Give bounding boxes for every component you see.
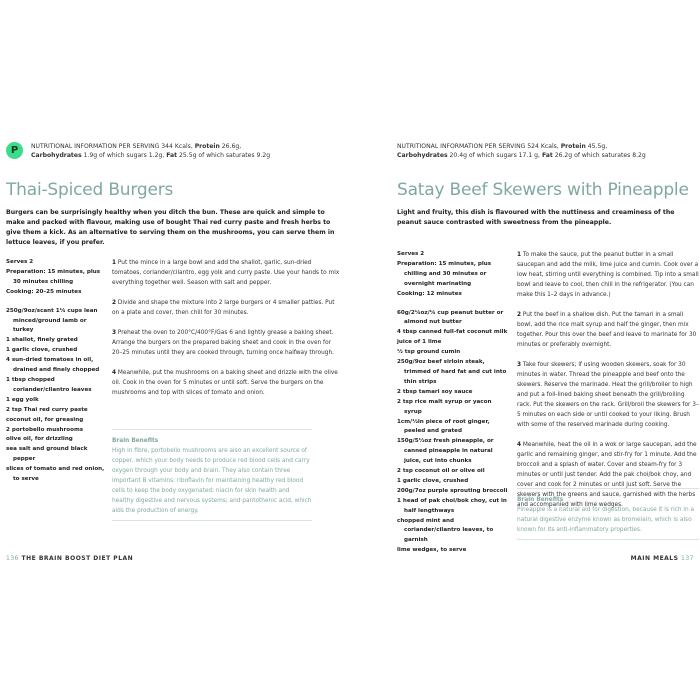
ingredient-item: lime wedges, to serve	[397, 547, 467, 554]
brain-benefits-box	[517, 488, 699, 540]
step-text: Meanwhile, put the mushrooms on a baking sheet and drizzle with the olive oil. Cook in the oven for 5 minutes or until soft. Serve the burgers on the mushrooms and top with slices of tomato and onion.	[112, 370, 338, 396]
carbs-value: 1.9g of which sugars 1.2g,	[81, 152, 167, 159]
nutrition-line-1	[31, 142, 270, 151]
method-step	[112, 298, 340, 318]
protein-value: 26.6g,	[219, 143, 242, 150]
prep-line: Preparation: 15 minutes, plus 30 minutes chilling	[6, 268, 101, 285]
ingredient-list	[397, 309, 509, 557]
cook-line: Cooking: 12 minutes	[397, 290, 462, 297]
page-number: 137	[681, 555, 694, 562]
page-footer	[631, 555, 694, 562]
nutrition-prefix: NUTRITIONAL INFORMATION PER SERVING 524 Kcals,	[397, 143, 561, 150]
method-step	[517, 310, 699, 350]
fat-label: Fat	[166, 152, 178, 159]
method-step	[517, 250, 699, 300]
ingredient-item: 150g/5½oz fresh pineapple, or canned pineapple in natural juice, cut into chunks	[397, 438, 494, 465]
nutrition-line-2	[31, 151, 270, 160]
ingredients-column	[397, 250, 509, 565]
recipe-title: Satay Beef Skewers with Pineapple	[397, 180, 689, 200]
ingredient-item: slices of tomato and red onion, to serve	[6, 466, 105, 483]
serves-line: Serves 2	[397, 251, 425, 257]
step-text: Preheat the oven to 200°C/400°F/Gas 6 and lightly grease a baking sheet. Arrange the burgers on the prepared baking sheet and cook in the oven for 20–25 minutes until they are cooked through, turning once halfway through.	[112, 330, 334, 356]
step-text: Meanwhile, heat the oil in a wok or large saucepan, add the garlic and remaining ginger, and stir-fry for 1 minute. Add the broccoli and a splash of water. Cover and steam-fry for 3 minutes or until just tender. Add the pak choi/bok choy, and cover and cook for 2 minutes or until just soft. Serve the skewers with the greens and sauce, garnished with the herbs and accompanied with lime wedges.	[517, 442, 697, 508]
ingredient-item: 250g/9oz beef sirloin steak, trimmed of hard fat and cut into thin strips	[397, 359, 507, 385]
ingredient-item: 4 sun-dried tomatoes in oil, drained and finely chopped	[6, 357, 100, 374]
method-column	[517, 250, 699, 520]
protein-value: 45.5g,	[585, 143, 608, 150]
serves-line: Serves 2	[6, 259, 34, 265]
serves-block	[6, 258, 108, 298]
ingredient-item: 2 tsp coconut oil or olive oil	[397, 468, 485, 475]
ingredient-item: 1 shallot, finely grated	[6, 337, 78, 344]
ingredient-item: 1 garlic clove, crushed	[6, 347, 78, 354]
fat-value: 26.2g of which saturates 8.2g	[552, 152, 646, 159]
nutrition-info	[31, 142, 270, 160]
brain-benefits-title: Brain Benefits	[517, 497, 564, 503]
nutrition-info	[397, 142, 646, 160]
ingredient-item: ½ tsp ground cumin	[397, 349, 461, 356]
ingredient-item: 2 tbsp tamari soy sauce	[397, 388, 473, 395]
ingredient-item: 60g/2¼oz/¼ cup peanut butter or almond nut butter	[397, 309, 504, 326]
step-number: 2	[517, 312, 522, 318]
ingredient-item: 4 tbsp canned full-fat coconut milk	[397, 329, 508, 336]
protein-label: Protein	[194, 143, 220, 150]
running-head: MAIN MEALS	[630, 555, 682, 562]
method-column	[112, 258, 340, 408]
ingredients-column	[6, 258, 108, 494]
page-number: 136	[6, 555, 19, 562]
badge-letter: P	[10, 145, 19, 156]
step-number: 3	[517, 362, 522, 368]
carbs-label: Carbohydrates	[397, 152, 448, 159]
step-number: 4	[112, 370, 117, 376]
method-step	[112, 258, 340, 288]
ingredient-item: olive oil, for drizzling	[6, 436, 73, 443]
recipe-intro: Light and fruity, this dish is flavoured with the nuttiness and creaminess of the peanut sauce contrasted with sweetness from the pineapple.	[397, 209, 675, 226]
ingredient-list	[6, 307, 108, 485]
ingredient-item: 1cm/½in piece of root ginger, peeled and grated	[397, 418, 490, 435]
brain-benefits-title: Brain Benefits	[112, 438, 159, 444]
step-text: Put the beef in a shallow dish. Put the tamari in a small bowl, add the rice malt syrup and half the ginger, then mix together. Pour this over the beef and leave to marinate for 30 minutes or preferably overnight.	[517, 312, 697, 348]
ingredient-item: chopped mint and coriander/cilantro leaves, to garnish	[397, 517, 494, 544]
step-text: Put the mince in a large bowl and add the shallot, garlic, sun-dried tomatoes, coriander/cilantro, egg yolk and curry paste. Use your hands to mix everything together well. Season with salt and pepper.	[112, 260, 340, 286]
nutrition-line-2	[397, 151, 646, 160]
brain-benefits-text: Pineapple is a natural aid for digestion, because it is rich in a natural digestive enzyme known as bromelain, which is also known for its anti-inflammatory properties.	[517, 507, 695, 533]
carbs-label: Carbohydrates	[31, 152, 82, 159]
step-text: To make the sauce, put the peanut butter in a small saucepan and add the milk, lime juice and cumin. Cook over a low heat, stirring until everything is combined. Tip into a small bowl and leave to cool, then chill in the refrigerator. (You can make this 1–2 days in advance.)	[517, 252, 699, 298]
nutrition-line-1	[397, 142, 646, 151]
paleo-badge-icon	[6, 142, 23, 159]
recipe-intro: Burgers can be surprisingly healthy when you ditch the bun. These are quick and simple to make and packed with flavour, making use of bought Thai red curry paste and fresh herbs to give them a kick. As an alternative to serving them on the mushrooms, you can serve them in lettuce leaves, if you prefer.	[6, 209, 335, 246]
brain-benefits-box	[112, 429, 312, 521]
ingredient-item: 200g/7oz purple sprouting broccoli	[397, 487, 508, 494]
ingredient-item: 2 tsp Thai red curry paste	[6, 406, 88, 413]
carbs-value: 20.4g of which sugars 17.1 g,	[447, 152, 542, 159]
right-page	[350, 0, 700, 700]
method-step	[517, 360, 699, 430]
method-step	[112, 328, 340, 358]
cook-line: Cooking: 20–25 minutes	[6, 288, 82, 295]
ingredient-item: 250g/9oz/scant 1¼ cups lean minced/ground lamb or turkey	[6, 307, 98, 334]
ingredient-item: 2 portobello mushrooms	[6, 426, 84, 433]
ingredient-item: juice of 1 lime	[397, 339, 442, 346]
step-number: 2	[112, 300, 117, 306]
ingredient-item: 1 garlic clove, crushed	[397, 477, 469, 484]
step-number: 1	[112, 260, 117, 266]
method-step	[112, 368, 340, 398]
recipe-title: Thai-Spiced Burgers	[6, 180, 174, 200]
page-footer	[6, 555, 133, 562]
protein-label: Protein	[560, 143, 586, 150]
ingredient-item: 1 egg yolk	[6, 396, 39, 403]
ingredient-item: 1 head of pak choi/bok choy, cut in half lengthways	[397, 497, 507, 514]
nutrition-prefix: NUTRITIONAL INFORMATION PER SERVING 344 Kcals,	[31, 143, 195, 150]
step-text: Take four skewers; if using wooden skewers, soak for 30 minutes in water. Thread the pineapple and beef onto the skewers. Reserve the marinade. Heat the grill/broiler to high and put a foil-lined baking sheet beneath the grill/broiling rack. Put the skewers on the rack. Grill/broil the skewers for 3–5 minutes on each side or until cooked to your liking. Brush with some of the reserved marinade during cooking.	[517, 362, 699, 428]
step-number: 3	[112, 330, 117, 336]
fat-label: Fat	[541, 152, 553, 159]
serves-block	[397, 250, 509, 300]
ingredient-item: 2 tsp rice malt syrup or yacon syrup	[397, 398, 492, 415]
step-number: 4	[517, 442, 522, 448]
fat-value: 25.5g of which saturates 9.2g	[177, 152, 271, 159]
step-number: 1	[517, 252, 522, 258]
ingredient-item: 1 tbsp chopped coriander/cilantro leaves	[6, 376, 92, 393]
ingredient-item: sea salt and ground black pepper	[6, 446, 88, 463]
prep-line: Preparation: 15 minutes, plus chilling and 30 minutes or overnight marinating	[397, 260, 492, 287]
step-text: Divide and shape the mixture into 2 large burgers or 4 smaller patties. Put on a plate and cover, then chill for 30 minutes.	[112, 300, 335, 316]
ingredient-item: coconut oil, for greasing	[6, 416, 84, 423]
running-head: THE BRAIN BOOST DIET PLAN	[18, 555, 134, 562]
brain-benefits-text: High in fibre, portobello mushrooms are also an excellent source of copper, which your body needs to produce red blood cells and carry oxygen through your body and brain. They also contain three important B vitamins: riboflavin for maintaining healthy red blood cells to keep the body oxygenated; niacin for skin health and healthy digestive and nervous systems; and pantothenic acid, which aids the production of energy.	[112, 448, 312, 514]
